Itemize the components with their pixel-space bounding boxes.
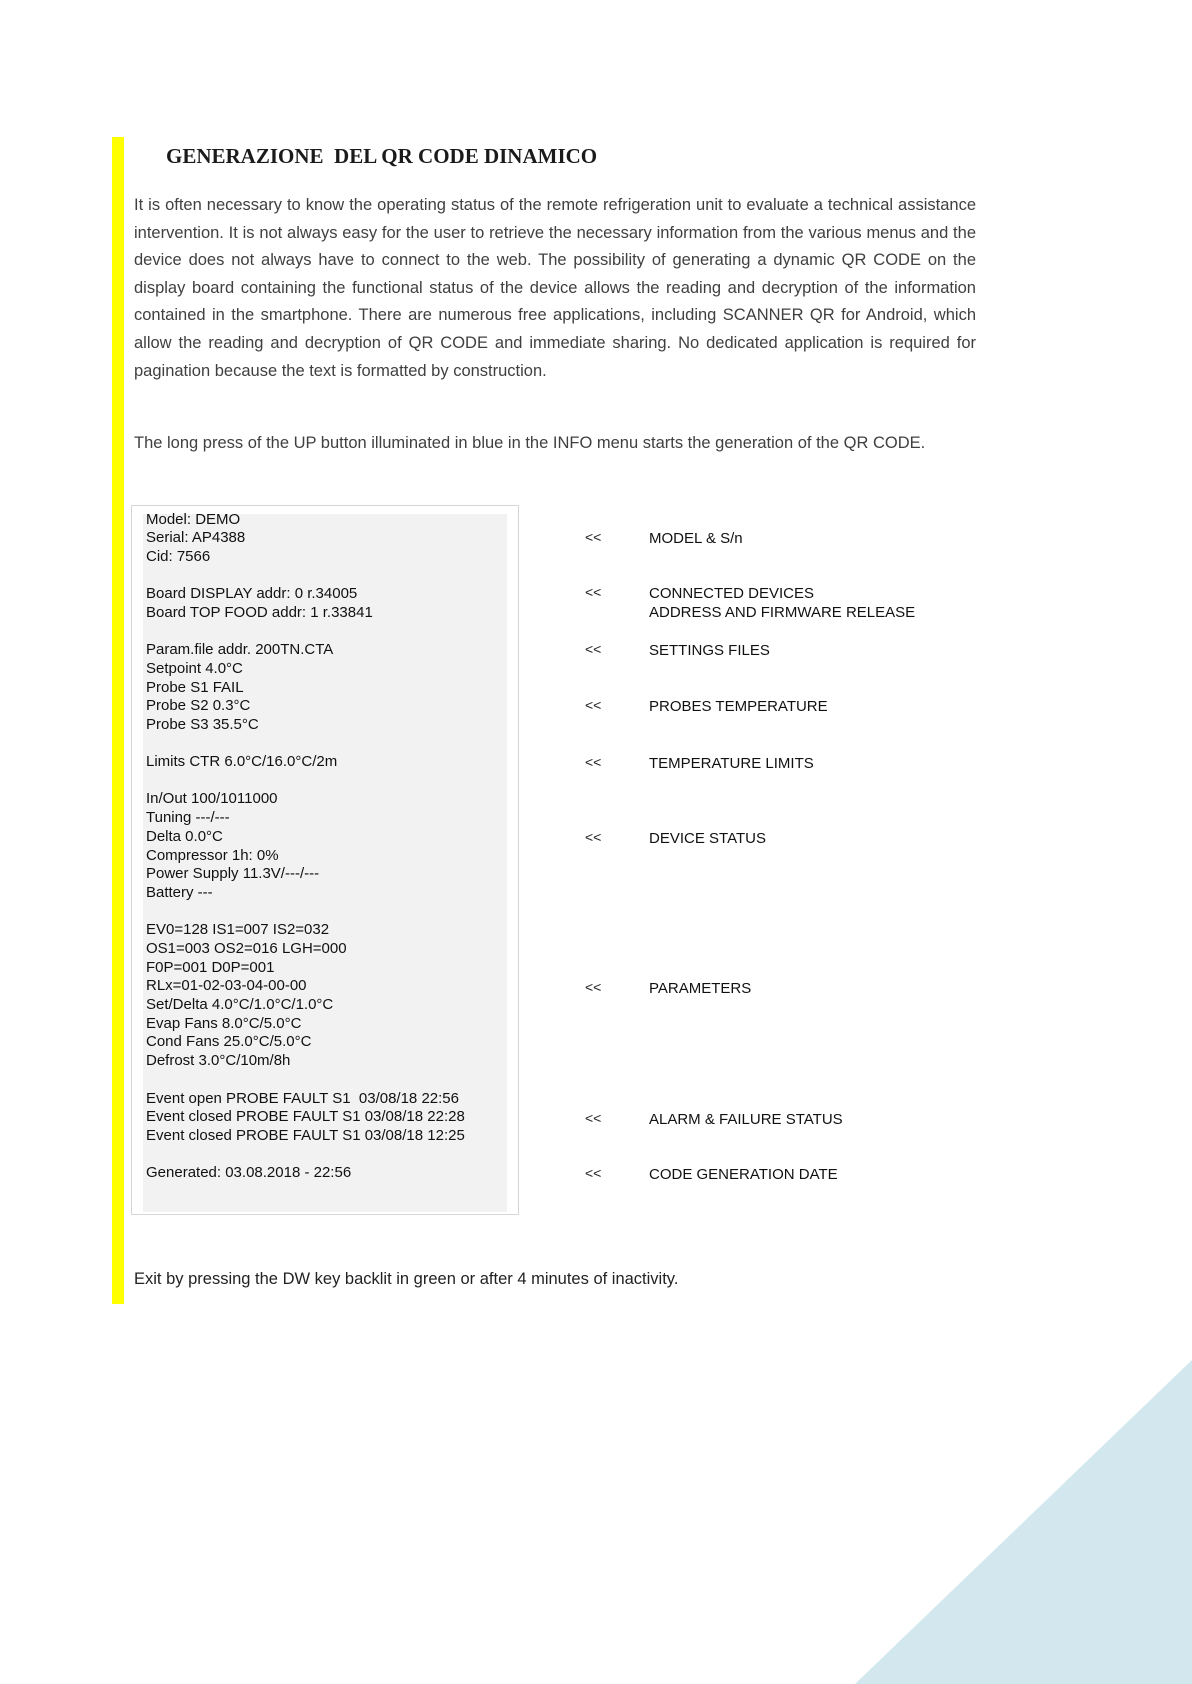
instruction-paragraph: The long press of the UP button illuminated in blue in the INFO menu starts the generation of the QR CODE.: [134, 434, 926, 452]
pointer-arrow: <<: [585, 1165, 602, 1181]
pointer-arrow: <<: [585, 641, 602, 657]
code-line: OS1=003 OS2=016 LGH=000: [146, 940, 347, 957]
label-probes-temperature: PROBES TEMPERATURE: [649, 698, 828, 715]
code-line: Evap Fans 8.0°C/5.0°C: [146, 1015, 302, 1032]
code-line: Board DISPLAY addr: 0 r.34005: [146, 585, 358, 602]
label-temperature-limits: TEMPERATURE LIMITS: [649, 755, 814, 772]
pointer-arrow: <<: [585, 829, 602, 845]
label-address-firmware: ADDRESS AND FIRMWARE RELEASE: [649, 604, 916, 621]
page-heading: GENERAZIONE DEL QR CODE DINAMICO: [166, 144, 598, 168]
pointer-arrow: <<: [585, 529, 602, 545]
code-line: In/Out 100/1011000: [146, 790, 278, 807]
label-settings-files: SETTINGS FILES: [649, 642, 770, 659]
code-line: RLx=01-02-03-04-00-00: [146, 977, 307, 994]
code-line: Cond Fans 25.0°C/5.0°C: [146, 1033, 312, 1050]
code-line: Compressor 1h: 0%: [146, 847, 279, 864]
pointer-arrow: <<: [585, 754, 602, 770]
code-line: Param.file addr. 200TN.CTA: [146, 641, 334, 658]
code-line: F0P=001 D0P=001: [146, 959, 275, 976]
code-line: Serial: AP4388: [146, 529, 246, 546]
code-line: Defrost 3.0°C/10m/8h: [146, 1052, 291, 1069]
code-line: Battery ---: [146, 884, 213, 901]
pointer-arrow: <<: [585, 697, 602, 713]
label-alarm-failure-status: ALARM & FAILURE STATUS: [649, 1111, 843, 1128]
code-line: Probe S3 35.5°C: [146, 716, 259, 733]
label-device-status: DEVICE STATUS: [649, 830, 766, 847]
code-line: Probe S1 FAIL: [146, 679, 244, 696]
code-line: Limits CTR 6.0°C/16.0°C/2m: [146, 753, 338, 770]
code-line: Event closed PROBE FAULT S1 03/08/18 22:28: [146, 1108, 465, 1125]
pointer-arrow: <<: [585, 979, 602, 995]
label-connected-devices: CONNECTED DEVICES: [649, 585, 815, 602]
code-line: Setpoint 4.0°C: [146, 660, 243, 677]
code-line: Set/Delta 4.0°C/1.0°C/1.0°C: [146, 996, 334, 1013]
exit-instruction: Exit by pressing the DW key backlit in green or after 4 minutes of inactivity.: [134, 1270, 679, 1288]
code-line: Probe S2 0.3°C: [146, 697, 251, 714]
code-line: Event closed PROBE FAULT S1 03/08/18 12:25: [146, 1127, 465, 1144]
pointer-arrow: <<: [585, 584, 602, 600]
pointer-arrow: <<: [585, 1110, 602, 1126]
label-model-sn: MODEL & S/n: [649, 530, 743, 547]
code-line: EV0=128 IS1=007 IS2=032: [146, 921, 330, 938]
code-line: Delta 0.0°C: [146, 828, 223, 845]
label-parameters: PARAMETERS: [649, 980, 752, 997]
code-line: Model: DEMO: [146, 511, 241, 528]
code-line: Power Supply 11.3V/---/---: [146, 865, 320, 882]
code-line: Event open PROBE FAULT S1 03/08/18 22:56: [146, 1090, 459, 1107]
code-line: Cid: 7566: [146, 548, 211, 565]
code-line: Board TOP FOOD addr: 1 r.33841: [146, 604, 373, 621]
code-line: Tuning ---/---: [146, 809, 230, 826]
intro-paragraph: It is often necessary to know the operating status of the remote refrigeration unit to evaluate a technical assistance intervention. It is not always easy for the user to retrieve the necessary information from the various menus and the device does not always have to connect to the web. The possibility of generating a dynamic QR CODE on the display board containing the functional status of the device allows the reading and decryption of the information contained in the smartphone. There are numerous free applications, including SCANNER QR for Android, which allow the reading and decryption of QR CODE and immediate sharing. No dedicated application is required for pagination because the text is formatted by construction.: [134, 196, 976, 380]
code-line: Generated: 03.08.2018 - 22:56: [146, 1164, 352, 1181]
label-code-generation-date: CODE GENERATION DATE: [649, 1166, 838, 1183]
highlight-bar: [112, 137, 124, 1304]
